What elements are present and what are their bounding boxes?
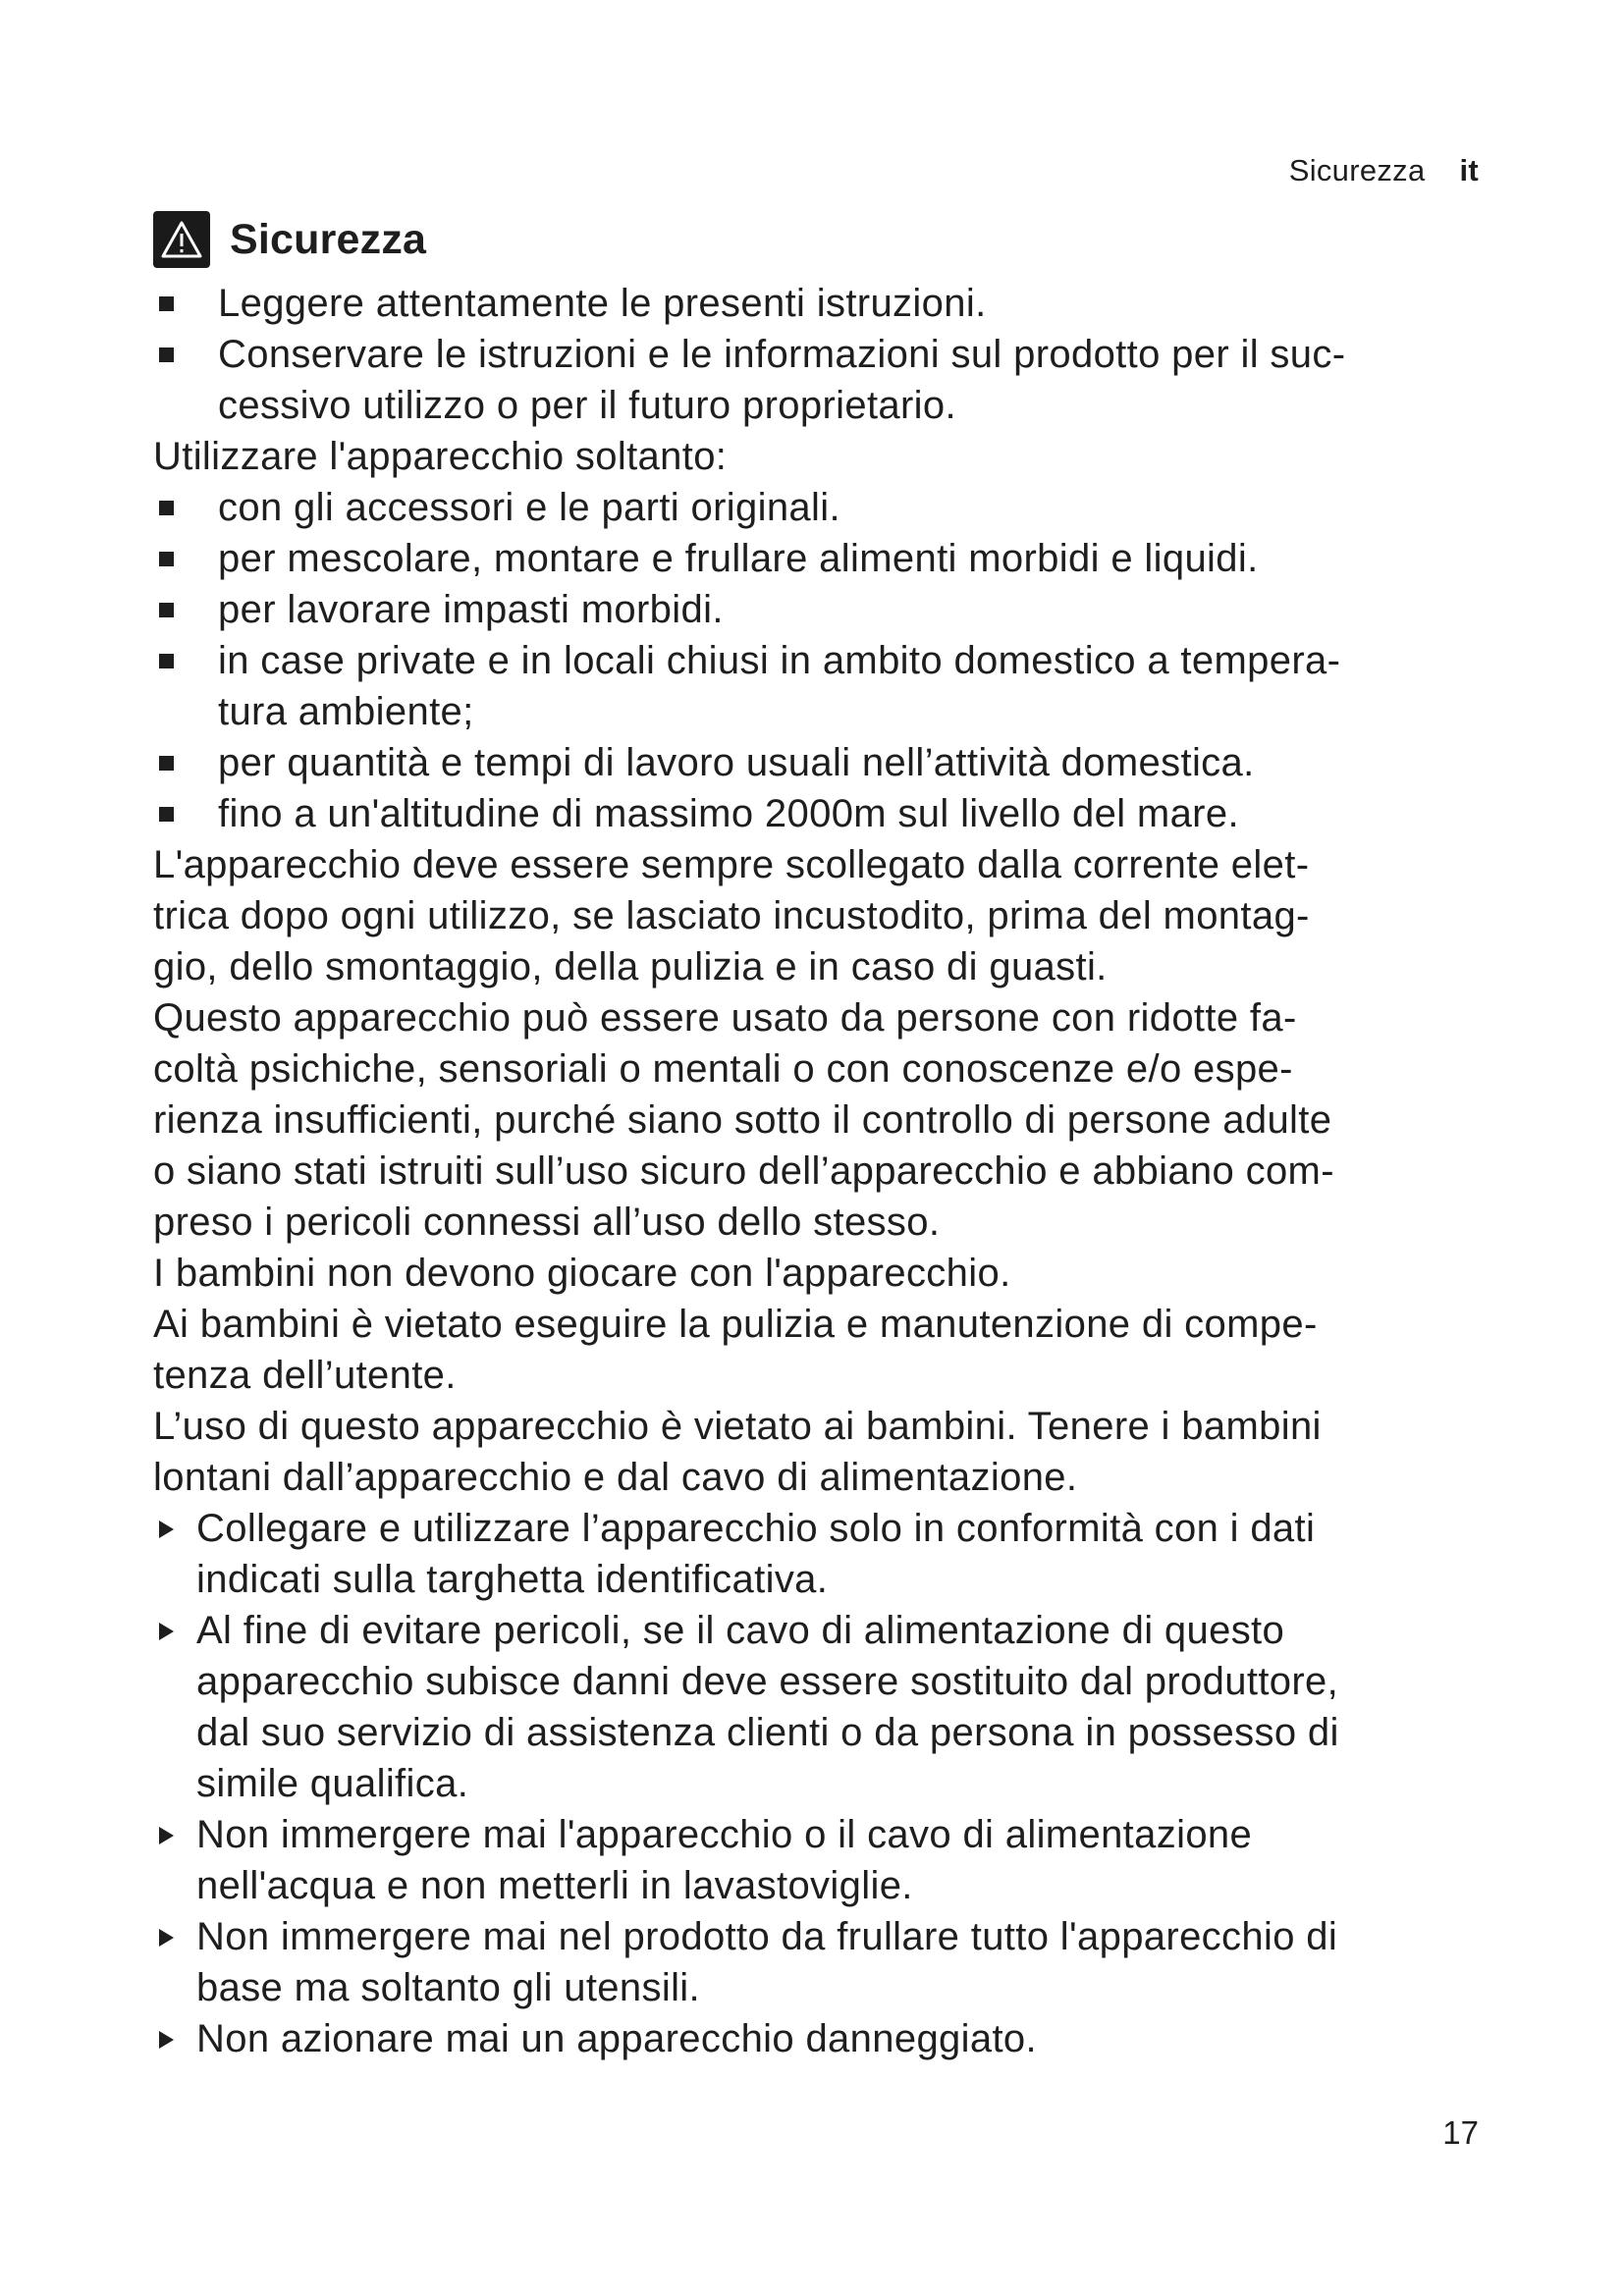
square-bullet-icon — [159, 654, 174, 668]
line-text: per quantità e tempi di lavoro usuali nell’attività domestica. — [218, 741, 1255, 784]
line-text: Non immergere mai l'apparecchio o il cavo di alimentazione — [196, 1813, 1253, 1856]
line-text: Non immergere mai nel prodotto da frullare tutto l'apparecchio di — [196, 1915, 1338, 1958]
paragraph-line — [153, 839, 1508, 890]
line-text: nell'acqua e non metterli in lavastoviglie. — [196, 1864, 913, 1907]
bullet-item — [153, 278, 1508, 329]
line-text: cessivo utilizzo o per il futuro proprietario. — [218, 384, 956, 427]
line-text: rienza insufficienti, purché siano sotto il controllo di persone adulte — [153, 1098, 1332, 1142]
square-bullet-icon — [159, 756, 174, 771]
paragraph-line — [153, 1146, 1508, 1197]
instruction-item-continuation — [153, 1962, 1508, 2013]
triangle-arrow-icon — [159, 1521, 174, 1538]
line-text: Utilizzare l'apparecchio soltanto: — [153, 435, 728, 478]
running-header — [1289, 153, 1479, 188]
bullet-item-continuation — [153, 380, 1508, 431]
paragraph-line — [153, 1299, 1508, 1350]
square-bullet-icon — [159, 501, 174, 515]
line-text: con gli accessori e le parti originali. — [218, 486, 840, 529]
line-text: lontani dall’apparecchio e dal cavo di alimentazione. — [153, 1456, 1078, 1499]
safety-text — [153, 278, 1508, 2064]
line-text: per lavorare impasti morbidi. — [218, 588, 724, 631]
line-text: trica dopo ogni utilizzo, se lasciato incustodito, prima del montag- — [153, 894, 1310, 937]
line-text: o siano stati istruiti sull’uso sicuro dell’apparecchio e abbiano com- — [153, 1149, 1334, 1193]
triangle-arrow-icon — [159, 1623, 174, 1640]
line-text: gio, dello smontaggio, della pulizia e in caso di guasti. — [153, 945, 1108, 988]
line-text: Ai bambini è vietato eseguire la pulizia e manutenzione di compe- — [153, 1303, 1318, 1346]
instruction-item-continuation — [153, 1707, 1508, 1758]
paragraph-line — [153, 1452, 1508, 1503]
square-bullet-icon — [159, 296, 174, 311]
instruction-item-continuation — [153, 1758, 1508, 1809]
line-text: Non azionare mai un apparecchio danneggiato. — [196, 2017, 1037, 2060]
page-number: 17 — [1442, 2114, 1479, 2151]
paragraph-line — [153, 1095, 1508, 1146]
bullet-item — [153, 329, 1508, 380]
instruction-item — [153, 2013, 1508, 2064]
paragraph-line — [153, 1197, 1508, 1248]
bullet-item — [153, 482, 1508, 533]
line-text: tenza dell’utente. — [153, 1354, 457, 1397]
paragraph-line — [153, 431, 1508, 482]
line-text: Conservare le istruzioni e le informazioni sul prodotto per il suc- — [218, 333, 1346, 376]
bullet-item — [153, 737, 1508, 788]
paragraph-line — [153, 992, 1508, 1043]
line-text: Collegare e utilizzare l’apparecchio solo in conformità con i dati — [196, 1507, 1316, 1550]
bullet-item — [153, 533, 1508, 584]
line-text: L'apparecchio deve essere sempre scollegato dalla corrente elet- — [153, 843, 1310, 886]
line-text: simile qualifica. — [196, 1762, 469, 1805]
triangle-arrow-icon — [159, 1827, 174, 1844]
triangle-arrow-icon — [159, 2031, 174, 2049]
instruction-item-continuation — [153, 1554, 1508, 1605]
instruction-item-continuation — [153, 1656, 1508, 1707]
line-text: coltà psichiche, sensoriali o mentali o con conoscenze e/o espe- — [153, 1047, 1293, 1091]
instruction-item — [153, 1809, 1508, 1860]
warning-triangle-icon — [153, 211, 210, 268]
line-text: in case private e in locali chiusi in ambito domestico a tempera- — [218, 639, 1341, 682]
instruction-item — [153, 1503, 1508, 1554]
square-bullet-icon — [159, 552, 174, 566]
instruction-item — [153, 1605, 1508, 1656]
square-bullet-icon — [159, 807, 174, 822]
line-text: L’uso di questo apparecchio è vietato ai bambini. Tenere i bambini — [153, 1405, 1322, 1448]
paragraph-line — [153, 1043, 1508, 1095]
triangle-arrow-icon — [159, 1929, 174, 1947]
instruction-item-continuation — [153, 1860, 1508, 1911]
paragraph-line — [153, 941, 1508, 992]
bullet-item-continuation — [153, 686, 1508, 737]
line-text: I bambini non devono giocare con l'apparecchio. — [153, 1252, 1011, 1295]
page-title: Sicurezza — [230, 215, 427, 263]
line-text: tura ambiente; — [218, 690, 474, 733]
square-bullet-icon — [159, 347, 174, 362]
paragraph-line — [153, 1248, 1508, 1299]
line-text: Leggere attentamente le presenti istruzioni. — [218, 282, 987, 325]
bullet-item — [153, 635, 1508, 686]
paragraph-line — [153, 1350, 1508, 1401]
line-text: per mescolare, montare e frullare alimenti morbidi e liquidi. — [218, 537, 1259, 580]
running-header-section: Sicurezza — [1288, 153, 1426, 187]
bullet-item — [153, 584, 1508, 635]
instruction-item — [153, 1911, 1508, 1962]
line-text: fino a un'altitudine di massimo 2000m sul livello del mare. — [218, 792, 1239, 835]
line-text: apparecchio subisce danni deve essere sostituito dal produttore, — [196, 1660, 1339, 1703]
section-heading — [153, 210, 426, 269]
square-bullet-icon — [159, 603, 174, 617]
line-text: preso i pericoli connessi all’uso dello stesso. — [153, 1201, 941, 1244]
line-text: Al fine di evitare pericoli, se il cavo di alimentazione di questo — [196, 1609, 1285, 1652]
line-text: Questo apparecchio può essere usato da persone con ridotte fa- — [153, 996, 1297, 1040]
line-text: dal suo servizio di assistenza clienti o da persona in possesso di — [196, 1711, 1339, 1754]
paragraph-line — [153, 890, 1508, 941]
bullet-item — [153, 788, 1508, 839]
line-text: base ma soltanto gli utensili. — [196, 1966, 700, 2009]
paragraph-line — [153, 1401, 1508, 1452]
running-header-language: it — [1459, 153, 1479, 187]
line-text: indicati sulla targhetta identificativa. — [196, 1558, 829, 1601]
